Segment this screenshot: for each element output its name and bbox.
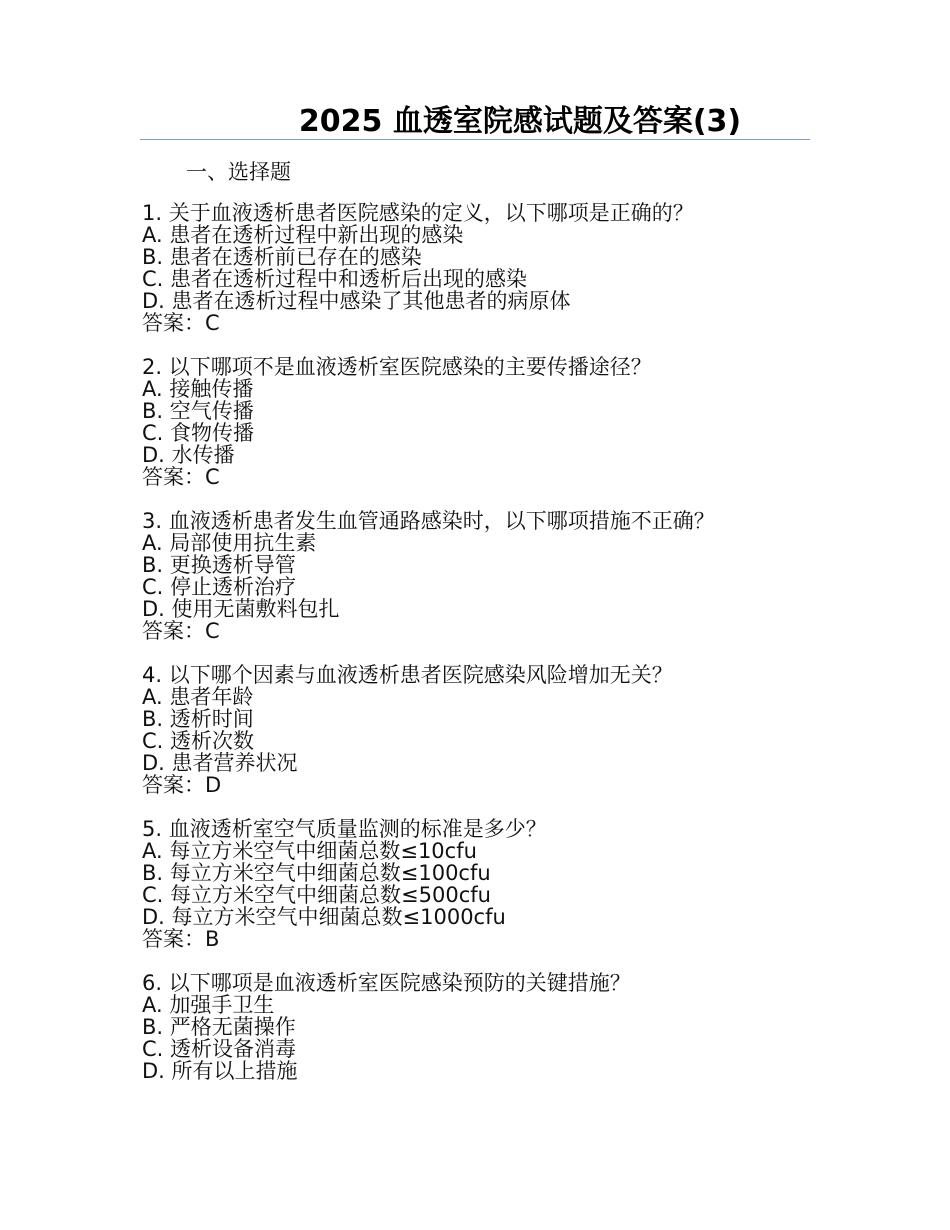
option-c: C. 透析设备消毒	[142, 1037, 297, 1061]
question-list	[142, 202, 782, 1104]
question-5	[142, 818, 782, 950]
option-a: A. 接触传播	[142, 377, 254, 401]
option-a: A. 每立方米空气中细菌总数≤10cfu	[142, 839, 477, 863]
option-c: C. 每立方米空气中细菌总数≤500cfu	[142, 883, 491, 907]
title-underline	[140, 139, 810, 140]
answer: 答案：C	[142, 619, 220, 643]
question-text: 3. 血液透析患者发生血管通路感染时，以下哪项措施不正确？	[142, 509, 715, 533]
question-1	[142, 202, 782, 334]
option-a: A. 局部使用抗生素	[142, 531, 317, 555]
question-2	[142, 356, 782, 488]
option-b: B. 透析时间	[142, 707, 254, 731]
option-d: D. 水传播	[142, 443, 235, 467]
option-b: B. 每立方米空气中细菌总数≤100cfu	[142, 861, 491, 885]
question-6	[142, 972, 782, 1082]
option-d: D. 使用无菌敷料包扎	[142, 597, 340, 621]
question-text: 4. 以下哪个因素与血液透析患者医院感染风险增加无关？	[142, 663, 673, 687]
answer: 答案：D	[142, 773, 222, 797]
answer: 答案：B	[142, 927, 220, 951]
answer: 答案：C	[142, 311, 220, 335]
option-c: C. 患者在透析过程中和透析后出现的感染	[142, 267, 528, 291]
option-a: A. 患者在透析过程中新出现的感染	[142, 223, 464, 247]
section-heading: 一、选择题	[186, 160, 291, 184]
option-d: D. 所有以上措施	[142, 1059, 298, 1083]
option-a: A. 患者年龄	[142, 685, 254, 709]
option-b: B. 空气传播	[142, 399, 254, 423]
option-c: C. 透析次数	[142, 729, 255, 753]
option-d: D. 患者在透析过程中感染了其他患者的病原体	[142, 289, 571, 313]
option-b: B. 严格无菌操作	[142, 1015, 296, 1039]
option-c: C. 停止透析治疗	[142, 575, 297, 599]
option-c: C. 食物传播	[142, 421, 255, 445]
option-b: B. 更换透析导管	[142, 553, 296, 577]
question-4	[142, 664, 782, 796]
question-text: 2. 以下哪项不是血液透析室医院感染的主要传播途径？	[142, 355, 652, 379]
option-d: D. 每立方米空气中细菌总数≤1000cfu	[142, 905, 506, 929]
question-text: 1. 关于血液透析患者医院感染的定义，以下哪项是正确的？	[142, 201, 694, 225]
question-3	[142, 510, 782, 642]
option-b: B. 患者在透析前已存在的感染	[142, 245, 422, 269]
option-d: D. 患者营养状况	[142, 751, 298, 775]
option-a: A. 加强手卫生	[142, 993, 275, 1017]
answer: 答案：C	[142, 465, 220, 489]
question-text: 5. 血液透析室空气质量监测的标准是多少？	[142, 817, 547, 841]
document-title: 2025 血透室院感试题及答案(3)	[298, 104, 742, 139]
question-text: 6. 以下哪项是血液透析室医院感染预防的关键措施？	[142, 971, 631, 995]
